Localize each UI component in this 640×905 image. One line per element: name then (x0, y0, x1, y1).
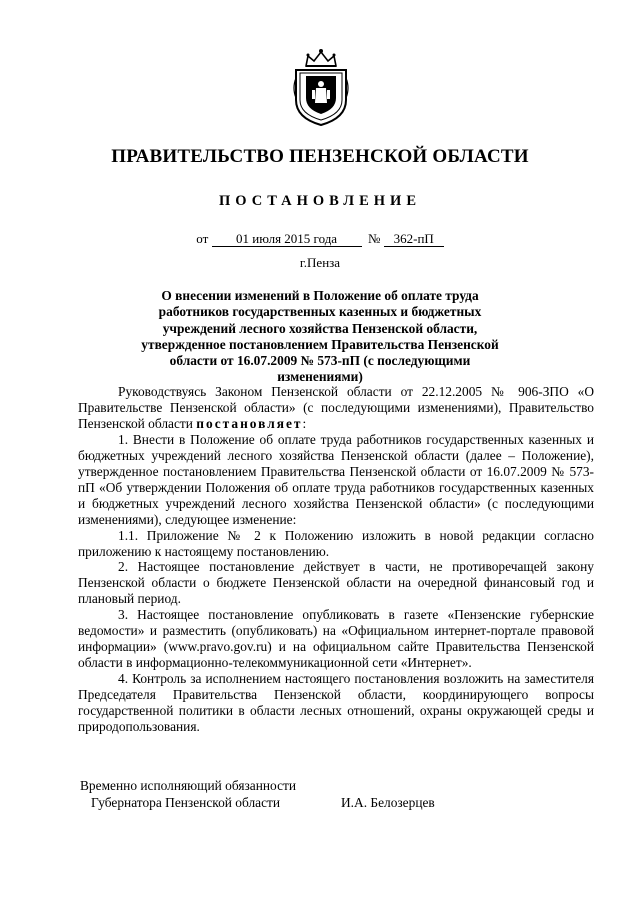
document-subject: О внесении изменений в Положение об оплате труда работников государственных казенных и бюджетных учреждений лесного хозяйства Пензенской области, утвержденное постановлением Правительства Пензенской области от 16.07.2009 № 573-пП (с последующими изменениями) (141, 288, 499, 385)
signatory-position: Губернатора Пензенской области (91, 795, 281, 810)
paragraph-3: 3. Настоящее постановление опубликовать в газете «Пензенские губернские ведомости» и разместить (опубликовать) на «Официальном интернет-портале правовой информации» (www.pravo.gov.ru) и на официальном сайте Правительства Пензенской области в информационно-телекоммуникационной сети «Интернет». (78, 607, 594, 671)
paragraph-2: 2. Настоящее постановление действует в части, не противоречащей закону Пензенской области о бюджете Пензенской области на очередной финансовый год и плановый период. (78, 559, 594, 607)
signatory-name: И.А. Белозерцев (341, 795, 435, 810)
city: г.Пенза (299, 255, 341, 270)
government-title: ПРАВИТЕЛЬСТВО ПЕНЗЕНСКОЙ ОБЛАСТИ (111, 146, 529, 167)
date-number-line (0, 231, 640, 247)
signatory-title: Временно исполняющий обязанности (80, 778, 297, 793)
document-number: 362-пП (384, 232, 444, 247)
from-label: от (196, 231, 209, 246)
document-body (78, 384, 594, 735)
decree-word: постановляет (196, 415, 303, 431)
document-date: 01 июля 2015 года (212, 232, 362, 247)
paragraph-1-1: 1.1. Приложение № 2 к Положению изложить в новой редакции согласно приложению к настоящему постановлению. (78, 527, 594, 559)
document-type: ПОСТАНОВЛЕНИЕ (218, 193, 421, 209)
coat-of-arms-icon (292, 48, 350, 126)
preamble: Руководствуясь Законом Пензенской области от 22.12.2005 № 906-ЗПО «О Правительстве Пензенской области» (с последующими изменениями), Правительство Пензенской области постановляет: (78, 384, 594, 431)
paragraph-4: 4. Контроль за исполнением настоящего постановления возложить на заместителя Председателя Правительства Пензенской области, координирующего вопросы государственной политики в области лесных отношений, охраны окружающей среды и природопользования. (78, 671, 594, 735)
paragraph-1: 1. Внести в Положение об оплате труда работников государственных казенных и бюджетных учреждений лесного хозяйства Пензенской области (далее – Положение), утвержденное постановлением Правительства Пензенской области от 16.07.2009 № 573-пП «Об утверждении Положения об оплате труда работников государственных казенных и бюджетных учреждений лесного хозяйства Пензенской области» (с последующими изменениями), следующее изменение: (78, 431, 594, 527)
number-label: № (368, 231, 381, 246)
